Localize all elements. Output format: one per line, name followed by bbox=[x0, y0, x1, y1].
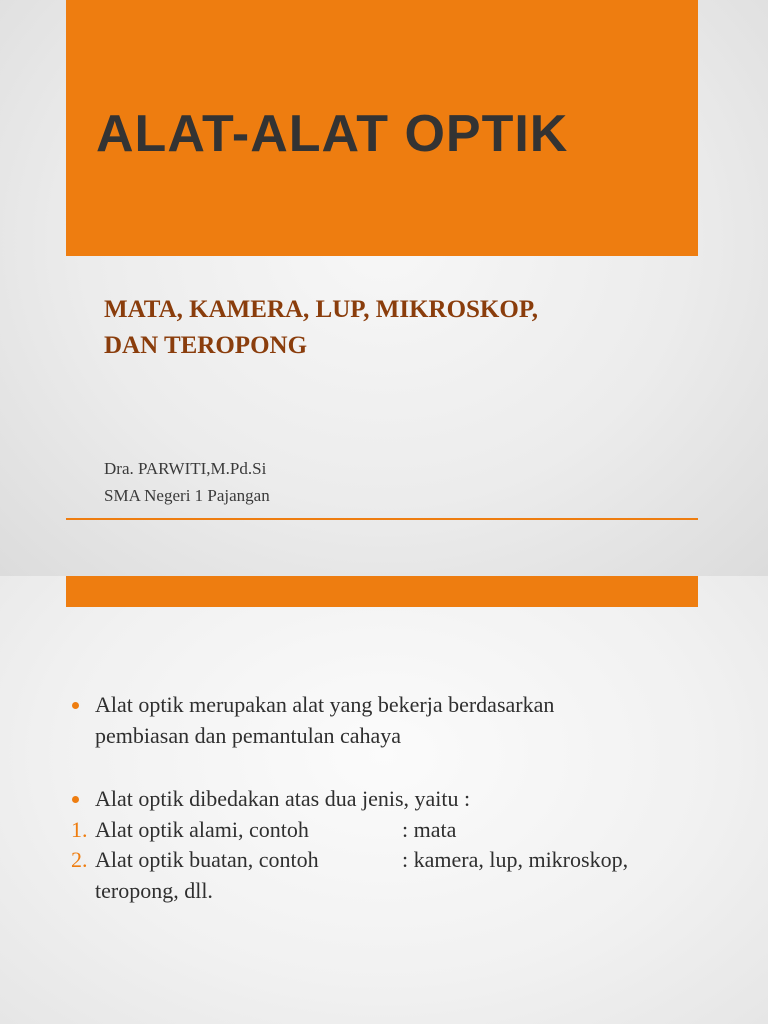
list-item-2-value: : kamera, lup, mikroskop, bbox=[402, 847, 629, 872]
bullet-1-line-2: pembiasan dan pemantulan cahaya bbox=[95, 723, 402, 748]
author-block bbox=[104, 455, 270, 509]
subtitle-line-1: MATA, KAMERA, LUP, MIKROSKOP, bbox=[104, 296, 539, 323]
bullet-dot-icon bbox=[72, 796, 79, 803]
list-item-2-label: Alat optik buatan, contoh bbox=[95, 847, 319, 872]
divider-line bbox=[66, 518, 698, 520]
slide-title: ALAT-ALAT OPTIK bbox=[96, 105, 569, 163]
subtitle-line-2: DAN TEROPONG bbox=[104, 332, 308, 359]
author-name: Dra. PARWITI,M.Pd.Si bbox=[104, 459, 267, 478]
content-slide bbox=[0, 576, 768, 1024]
bullet-2-text: Alat optik dibedakan atas dua jenis, yaitu : bbox=[95, 786, 471, 811]
author-school: SMA Negeri 1 Pajangan bbox=[104, 486, 270, 505]
list-number-1: 1. bbox=[71, 817, 88, 842]
list-number-2: 2. bbox=[71, 847, 88, 872]
bullet-1-line-1: Alat optik merupakan alat yang bekerja berdasarkan bbox=[95, 692, 555, 717]
header-band bbox=[66, 576, 698, 607]
list-item-2-continuation: teropong, dll. bbox=[95, 878, 213, 903]
list-item-1-label: Alat optik alami, contoh bbox=[95, 817, 309, 842]
bullet-dot-icon bbox=[72, 702, 79, 709]
slide-subtitle bbox=[104, 292, 684, 364]
list-item-1-value: : mata bbox=[402, 817, 457, 842]
